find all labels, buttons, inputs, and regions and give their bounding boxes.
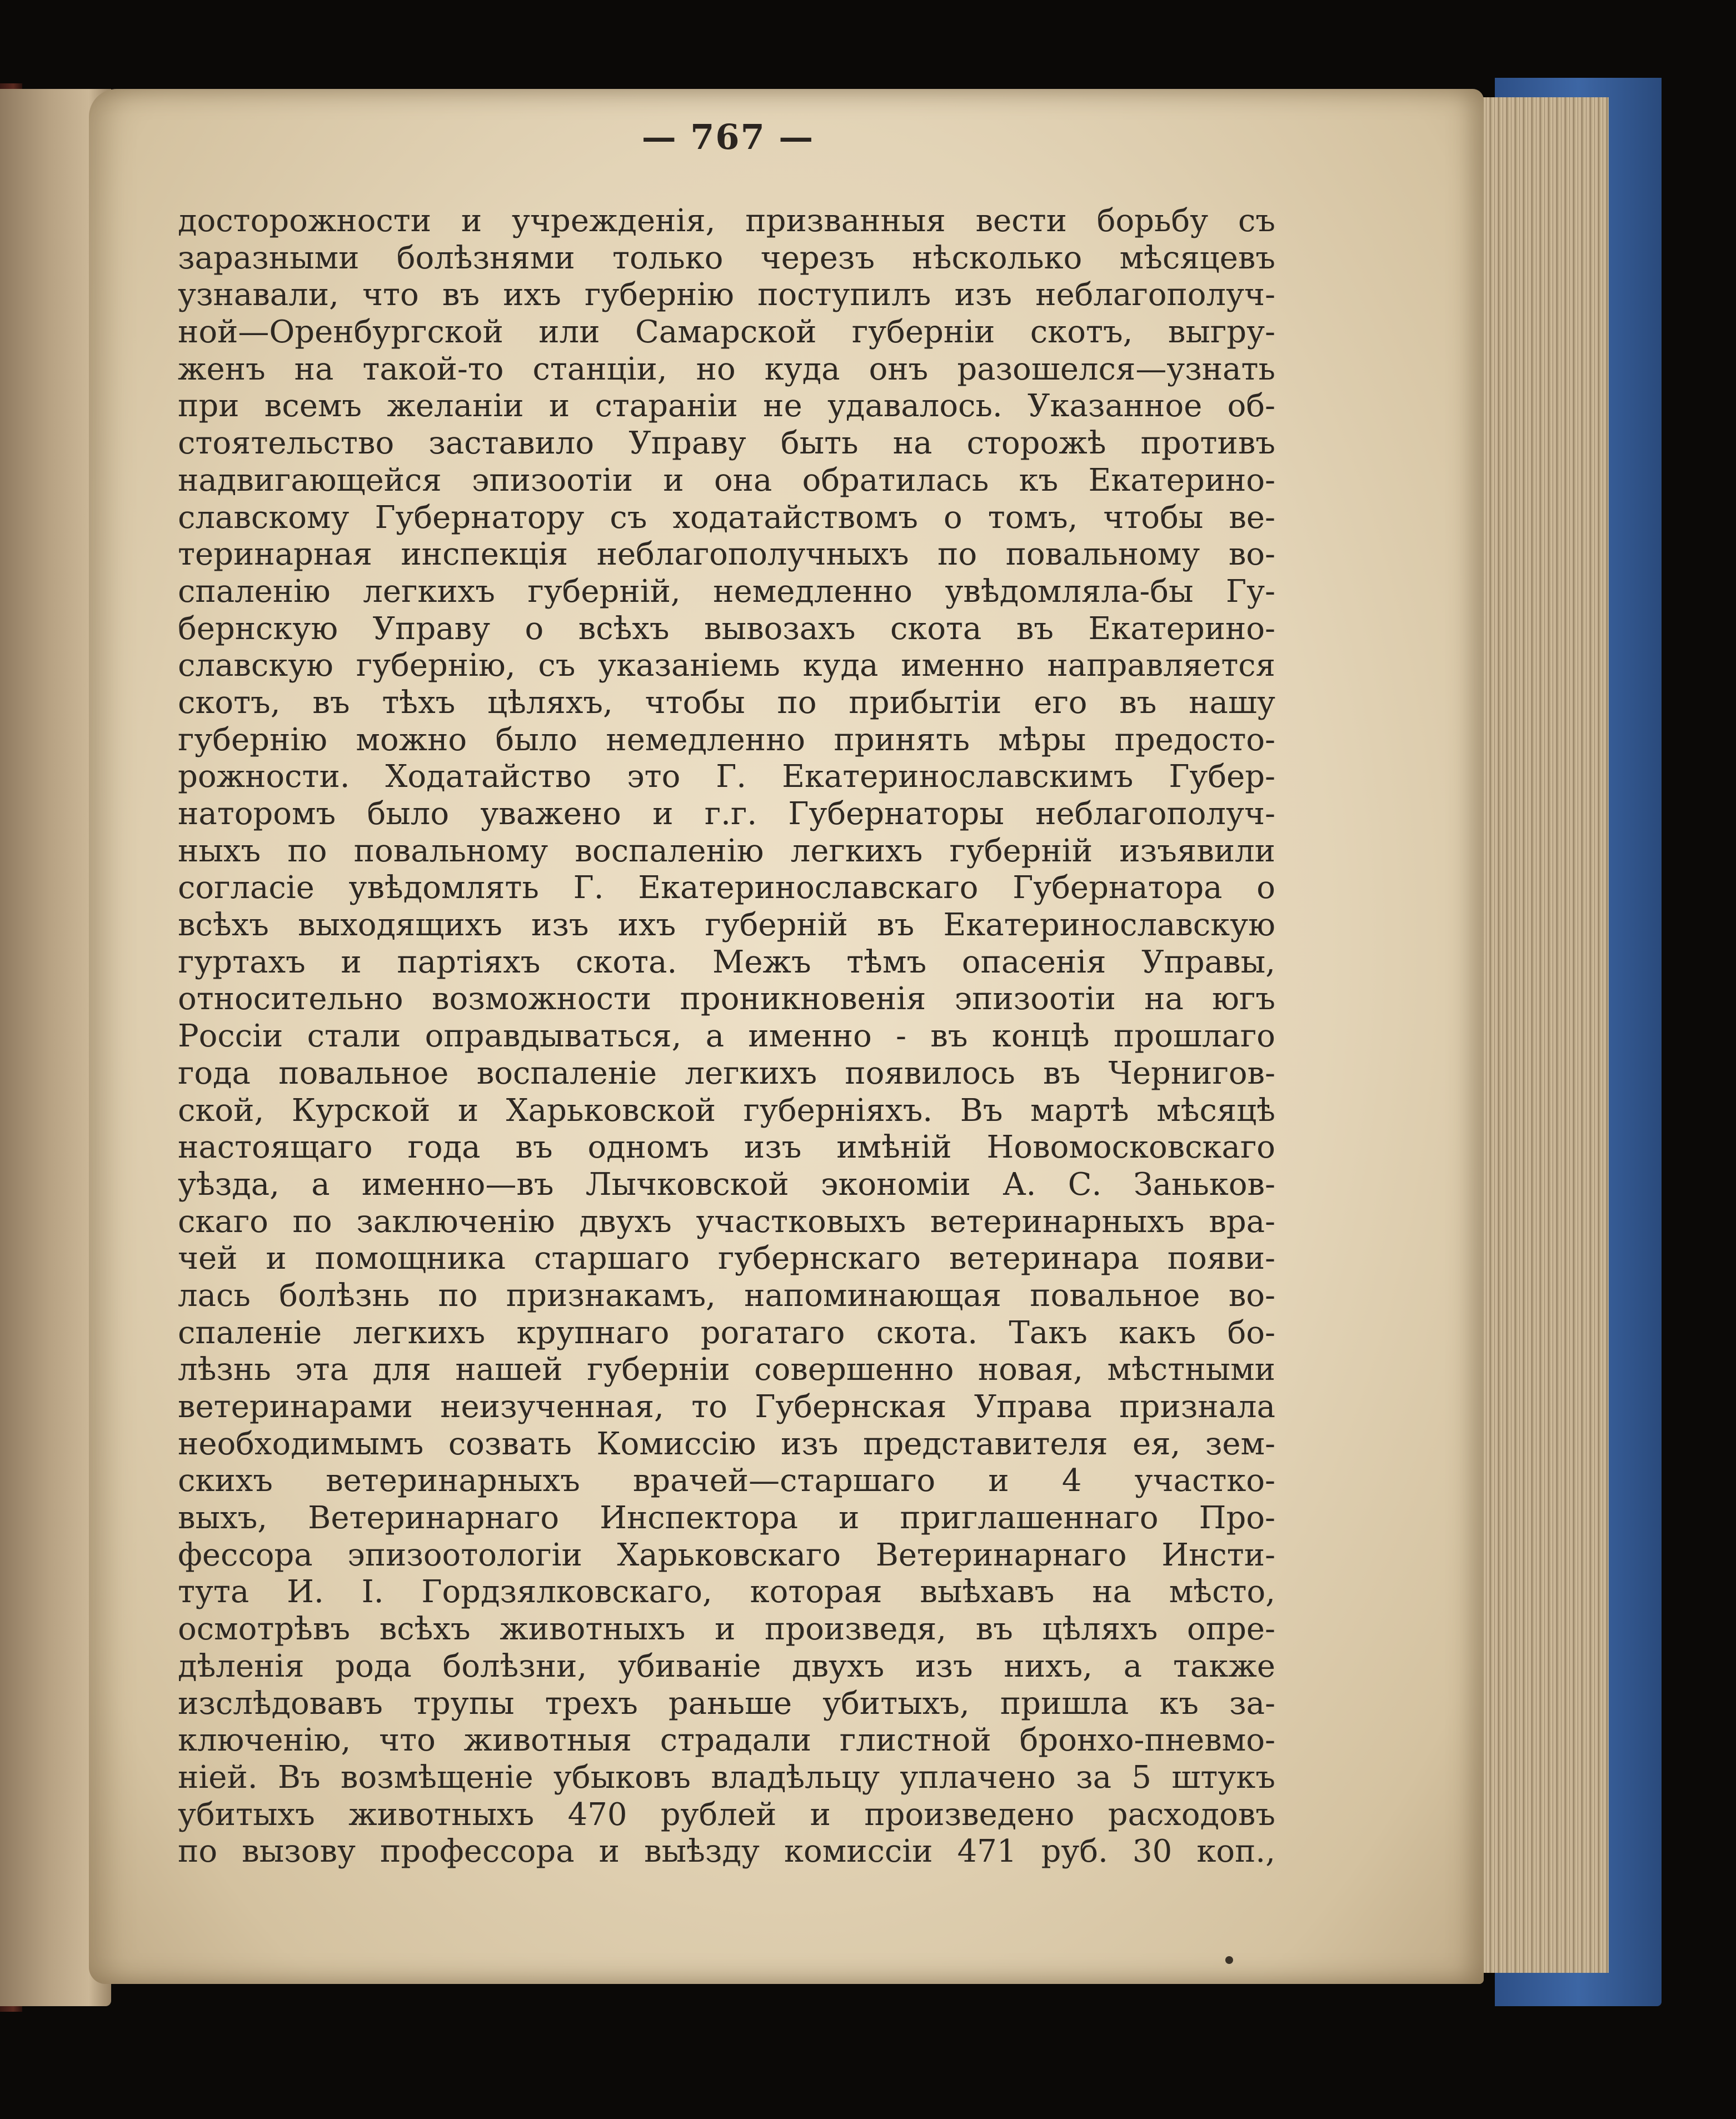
- text-line: выхъ, Ветеринарнаго Инспектора и приглашеннаго Про-: [178, 1500, 1275, 1537]
- text-line: ключенію, что животныя страдали глистной бронхо-пневмо-: [178, 1722, 1275, 1759]
- text-line: досторожности и учрежденія, призванныя вести борьбу съ: [178, 203, 1275, 239]
- text-line: лѣзнь эта для нашей губерніи совершенно новая, мѣстными: [178, 1352, 1275, 1388]
- text-line: фессора эпизоотологіи Харьковскаго Ветеринарнаго Инсти-: [178, 1537, 1275, 1573]
- text-line: тута И. І. Гордзялковскаго, которая выѣхавъ на мѣсто,: [178, 1574, 1275, 1611]
- text-line: женъ на такой-то станціи, но куда онъ разошелся—узнать: [178, 351, 1275, 387]
- text-line: славскую губернію, съ указаніемь куда именно направляется: [178, 647, 1275, 684]
- text-line: рожности. Ходатайство это Г. Екатеринославскимъ Губер-: [178, 759, 1275, 795]
- text-line: ныхъ по повальному воспаленію легкихъ губерній изъявили: [178, 832, 1275, 869]
- text-line: наторомъ было уважено и г.г. Губернаторы неблагополуч-: [178, 796, 1275, 832]
- text-line: осмотрѣвъ всѣхъ животныхъ и произведя, въ цѣляхъ опре-: [178, 1611, 1275, 1648]
- text-line: скихъ ветеринарныхъ врачей—старшаго и 4 участко-: [178, 1463, 1275, 1499]
- text-line: изслѣдовавъ трупы трехъ раньше убитыхъ, пришла къ за-: [178, 1685, 1275, 1722]
- text-line: скаго по заключенію двухъ участковыхъ ветеринарныхъ вра-: [178, 1203, 1275, 1240]
- body-text: [178, 203, 1275, 1871]
- text-line: надвигающейся эпизоотіи и она обратилась къ Екатерино-: [178, 462, 1275, 498]
- text-line: губернію можно было немедленно принять мѣры предосто-: [178, 721, 1275, 758]
- text-line: лась болѣзнь по признакамъ, напоминающая повальное во-: [178, 1277, 1275, 1314]
- text-line: относительно возможности проникновенія эпизоотіи на югъ: [178, 981, 1275, 1018]
- text-line: года повальное воспаленіе легкихъ появилось въ Чернигов-: [178, 1055, 1275, 1091]
- text-line: чей и помощника старшаго губернскаго ветеринара появи-: [178, 1240, 1275, 1277]
- text-line: дѣленія рода болѣзни, убиваніе двухъ изъ нихъ, а также: [178, 1648, 1275, 1684]
- text-line: убитыхъ животныхъ 470 рублей и произведено расходовъ: [178, 1796, 1275, 1833]
- page-number: — 767 —: [641, 117, 815, 157]
- text-line: спаленіе легкихъ крупнаго рогатаго скота. Такъ какъ бо-: [178, 1314, 1275, 1351]
- text-line: скотъ, въ тѣхъ цѣляхъ, чтобы по прибытіи его въ нашу: [178, 684, 1275, 721]
- text-line: славскому Губернатору съ ходатайствомъ о томъ, чтобы ве-: [178, 499, 1275, 536]
- text-line: спаленію легкихъ губерній, немедленно увѣдомляла-бы Гу-: [178, 573, 1275, 610]
- text-line: необходимымъ созвать Комиссію изъ представителя ея, зем-: [178, 1425, 1275, 1462]
- text-line: по вызову профессора и выѣзду комиссіи 471 руб. 30 коп.,: [178, 1833, 1275, 1870]
- text-line: узнавали, что въ ихъ губернію поступилъ изъ неблагополуч-: [178, 277, 1275, 313]
- text-line: заразными болѣзнями только черезъ нѣсколько мѣсяцевъ: [178, 240, 1275, 276]
- text-line: бернскую Управу о всѣхъ вывозахъ скота въ Екатерино-: [178, 610, 1275, 647]
- text-line: ской, Курской и Харьковской губерніяхъ. Въ мартѣ мѣсяцѣ: [178, 1092, 1275, 1129]
- text-line: теринарная инспекція неблагополучныхъ по повальному во-: [178, 536, 1275, 573]
- text-line: ніей. Въ возмѣщеніе убыковъ владѣльцу уплачено за 5 штукъ: [178, 1759, 1275, 1796]
- text-line: гуртахъ и партіяхъ скота. Межъ тѣмъ опасенія Управы,: [178, 944, 1275, 980]
- text-line: ной—Оренбургской или Самарской губерніи скотъ, выгру-: [178, 314, 1275, 351]
- text-line: стоятельство заставило Управу быть на сторожѣ противъ: [178, 425, 1275, 462]
- text-line: согласіе увѣдомлять Г. Екатеринославскаго Губернатора о: [178, 870, 1275, 906]
- text-line: настоящаго года въ одномъ изъ имѣній Новомосковскаго: [178, 1129, 1275, 1166]
- ink-dot: [1225, 1956, 1233, 1964]
- text-line: ветеринарами неизученная, то Губернская Управа признала: [178, 1389, 1275, 1425]
- text-line: Россіи стали оправдываться, а именно - въ концѣ прошлаго: [178, 1018, 1275, 1055]
- text-line: при всемъ желаніи и стараніи не удавалось. Указанное об-: [178, 388, 1275, 425]
- text-line: всѣхъ выходящихъ изъ ихъ губерній въ Екатеринославскую: [178, 907, 1275, 944]
- text-line: уѣзда, а именно—въ Лычковской экономіи А. С. Заньков-: [178, 1166, 1275, 1203]
